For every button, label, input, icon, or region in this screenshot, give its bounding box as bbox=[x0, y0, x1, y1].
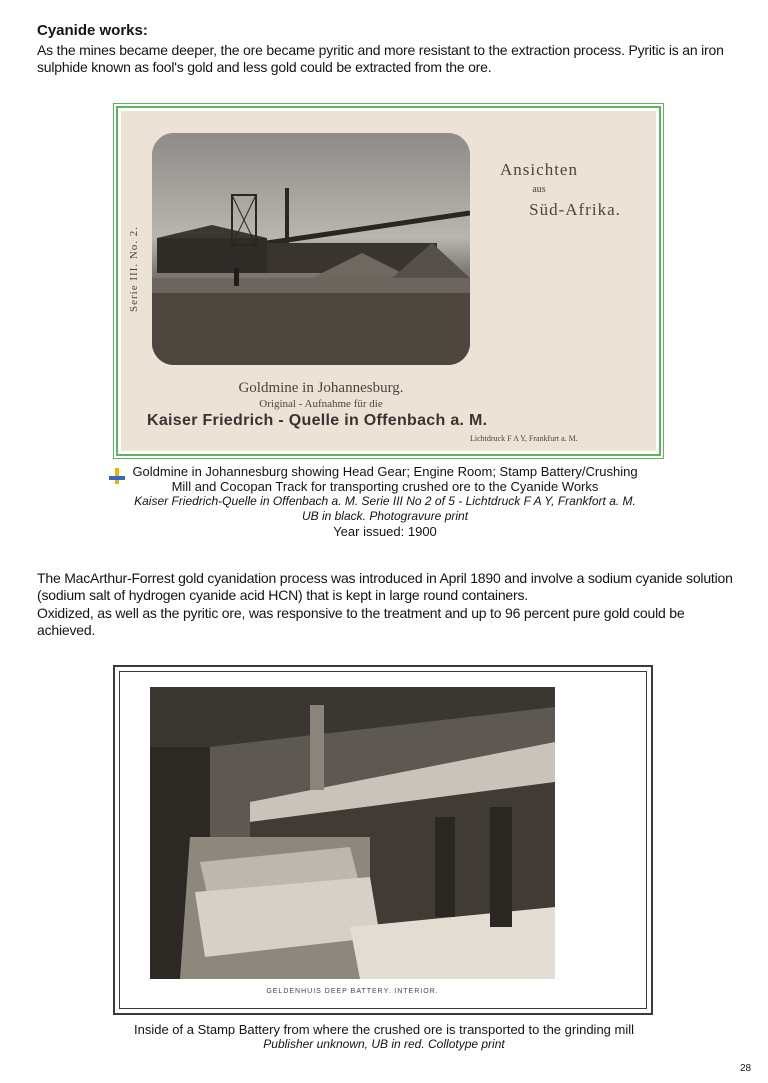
cyanidation-paragraph: The MacArthur-Forrest gold cyanidation process was introduced in April 1890 and involve a sodium cyanide solution (sodium salt of hydrogen cyanide acid HCN) that is kept in large round containers. bbox=[37, 570, 733, 603]
intro-paragraph: As the mines became deeper, the ore became pyritic and more resistant to the extraction process. Pyritic is an iron sulphide known as fool's gold and less gold could be extracted from the ore. bbox=[37, 42, 724, 75]
caption1-line2: Mill and Cocopan Track for transporting crushed ore to the Cyanide Works bbox=[171, 479, 599, 494]
postcard-header-line2: aus bbox=[532, 184, 546, 195]
oxidized-paragraph: Oxidized, as well as the pyritic ore, was responsive to the treatment and up to 96 percent pure gold could be achieved. bbox=[37, 605, 685, 638]
postcard-subtitle: Original - Aufnahme für die bbox=[259, 398, 383, 410]
postcard-photo-goldmine bbox=[152, 133, 470, 365]
caption2-line1: Inside of a Stamp Battery from where the crushed ore is transported to the grinding mill bbox=[133, 1022, 635, 1037]
caption1-line1: Goldmine in Johannesburg showing Head Gear; Engine Room; Stamp Battery/Crushing bbox=[132, 464, 638, 479]
caption2-line2: Publisher unknown, UB in red. Collotype print bbox=[263, 1037, 505, 1051]
page-heading: Cyanide works: bbox=[37, 22, 148, 39]
postcard-header-line1: Ansichten bbox=[500, 160, 578, 179]
stamp-battery-photo bbox=[150, 687, 555, 979]
page-number: 28 bbox=[740, 1063, 752, 1074]
caption1-line4: UB in black. Photogravure print bbox=[301, 509, 469, 523]
caption1-line5: Year issued: 1900 bbox=[333, 524, 437, 539]
photo2-label: GELDENHUIS DEEP BATTERY. INTERIOR. bbox=[266, 988, 439, 995]
postcard-series-label: Serie III. No. 2. bbox=[128, 225, 140, 312]
caption1-line3: Kaiser Friedrich-Quelle in Offenbach a. M. Serie III No 2 of 5 - Lichtdruck F A Y, Frankfort a. M. bbox=[134, 494, 636, 508]
postcard-printer: Lichtdruck F A Y, Frankfurt a. M. bbox=[470, 434, 578, 443]
postcard-header-line3: Süd-Afrika. bbox=[529, 200, 621, 219]
postcard-title: Goldmine in Johannesburg. bbox=[238, 380, 404, 396]
postcard-publisher: Kaiser Friedrich - Quelle in Offenbach a. M. bbox=[147, 412, 488, 429]
